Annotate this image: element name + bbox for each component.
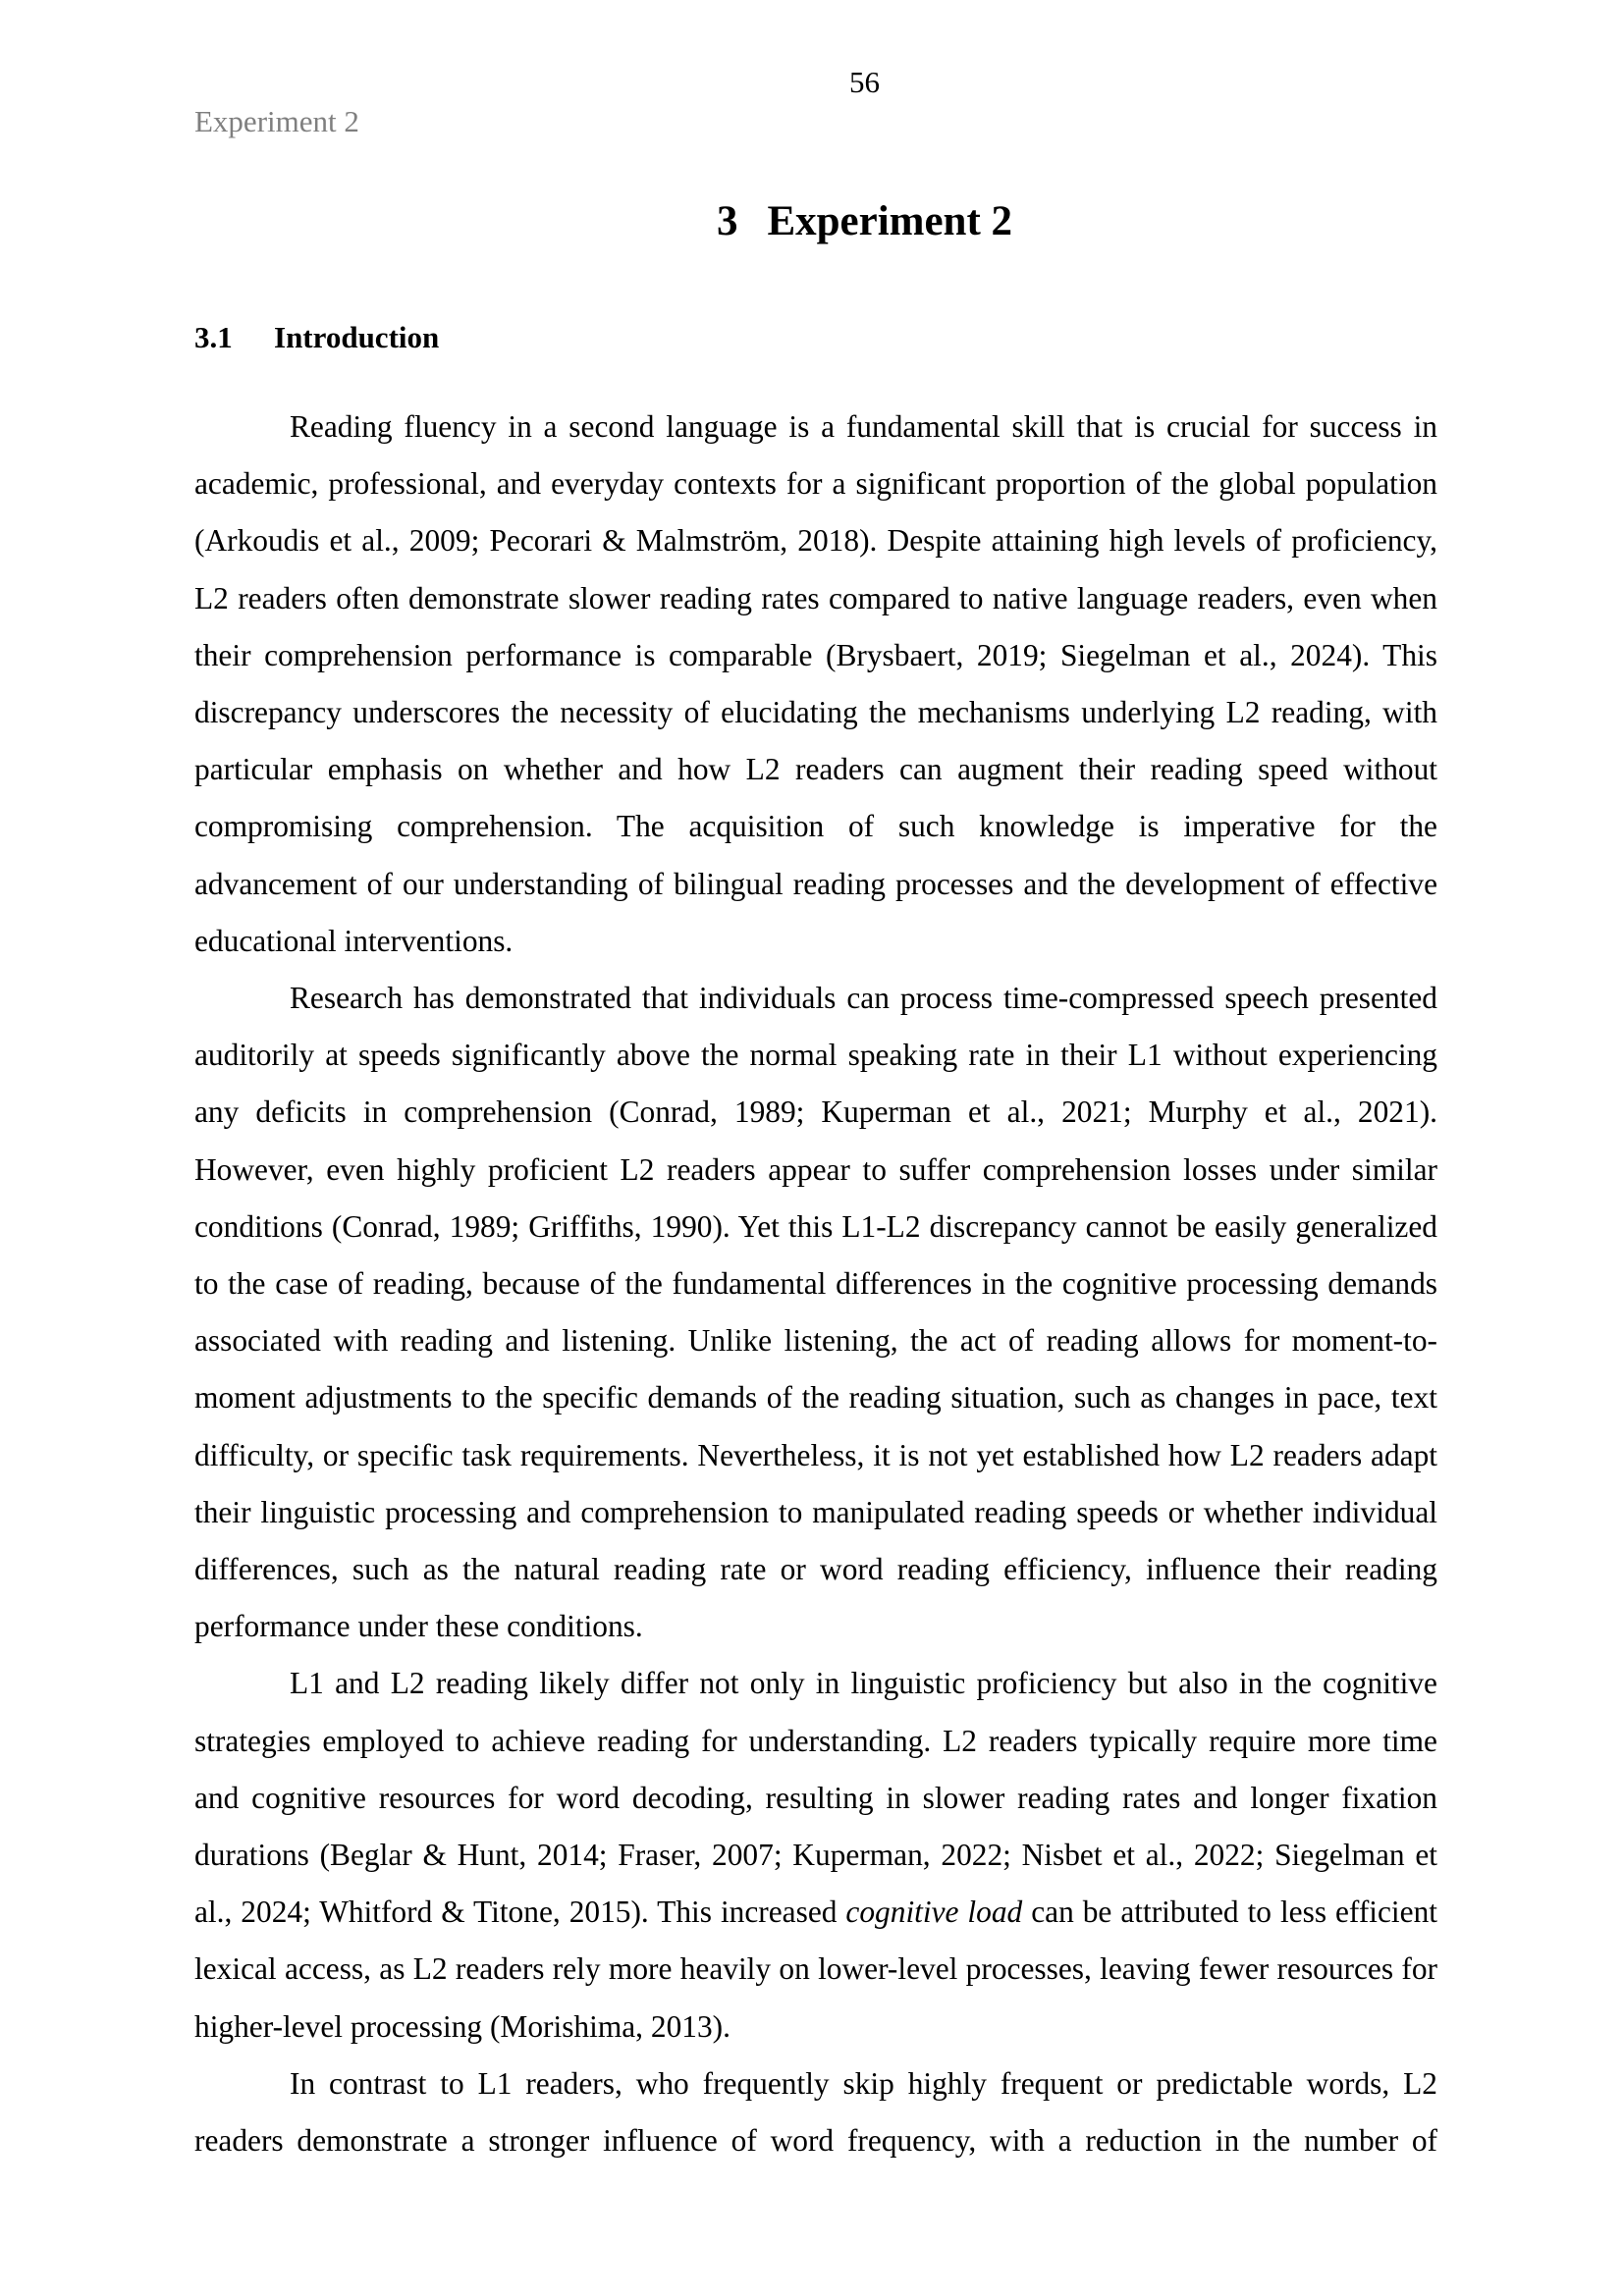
chapter-title-text: Experiment 2 bbox=[767, 198, 1013, 244]
section-number: 3.1 bbox=[194, 320, 233, 354]
paragraph-3 bbox=[194, 1655, 1437, 2055]
chapter-title bbox=[53, 192, 1623, 251]
paragraph-4: In contrast to L1 readers, who frequently skip highly frequent or predictable words, L2 readers demonstrate a stronger influence of word frequency, with a reduction in the number of bbox=[194, 2065, 1437, 2159]
section-heading bbox=[194, 318, 439, 357]
chapter-number: 3 bbox=[716, 198, 738, 244]
section-title-text: Introduction bbox=[274, 320, 440, 354]
running-header: Experiment 2 bbox=[194, 104, 359, 138]
paragraph-2: Research has demonstrated that individuals can process time-compressed speech presented auditorily at speeds significantly above the normal speaking rate in their L1 without experiencing any deficits in comprehension (Conrad, 1989; Kuperman et al., 2021; Murphy et al., 2021). However, even highly proficient L2 readers appear to suffer comprehension losses under similar conditions (Conrad, 1989; Griffiths, 1990). Yet this L1-L2 discrepancy cannot be easily generalized to the case of reading, because of the fundamental differences in the cognitive processing demands associated with reading and listening. Unlike listening, the act of reading allows for moment-to-moment adjustments to the specific demands of the reading situation, such as changes in pace, text difficulty, or specific task requirements. Nevertheless, it is not yet established how L2 readers adapt their linguistic processing and comprehension to manipulated reading speeds or whether individual differences, such as the natural reading rate or word reading efficiency, influence their reading performance under these conditions. bbox=[194, 981, 1437, 1644]
body-text bbox=[194, 399, 1437, 2169]
paragraph-1: Reading fluency in a second language is a fundamental skill that is crucial for success in academic, professional, and everyday contexts for a significant proportion of the global population (Arkoudis et al., 2009; Pecorari & Malmström, 2018). Despite attaining high levels of proficiency, L2 readers often demonstrate slower reading rates compared to native language readers, even when their comprehension performance is comparable (Brysbaert, 2019; Siegelman et al., 2024). This discrepancy underscores the necessity of elucidating the mechanisms underlying L2 reading, with particular emphasis on whether and how L2 readers can augment their reading speed without compromising comprehension. The acquisition of such knowledge is imperative for the advancement of our understanding of bilingual reading processes and the development of effective educational interventions. bbox=[194, 409, 1437, 958]
emphasized-term: cognitive load bbox=[845, 1895, 1023, 1930]
paragraph-3-text-after: can be attributed to less efficient lexical access, as L2 readers rely more heavily on lower-level processes, leaving fewer resources for higher-level processing (Morishima, 2013). bbox=[194, 1895, 1438, 2044]
paragraph-3-text-before: L1 and L2 reading likely differ not only in linguistic proficiency but also in the cognitive strategies employed to achieve reading for understanding. L2 readers typically require more time and cognitive resources for word decoding, resulting in slower reading rates and longer fixation durations (Beglar & Hunt, 2014; Fraser, 2007; Kuperman, 2022; Nisbet et al., 2022; Siegelman et al., 2024; Whitford & Titone, 2015). This increased bbox=[194, 1666, 1437, 1930]
page-number: 56 bbox=[849, 65, 880, 99]
